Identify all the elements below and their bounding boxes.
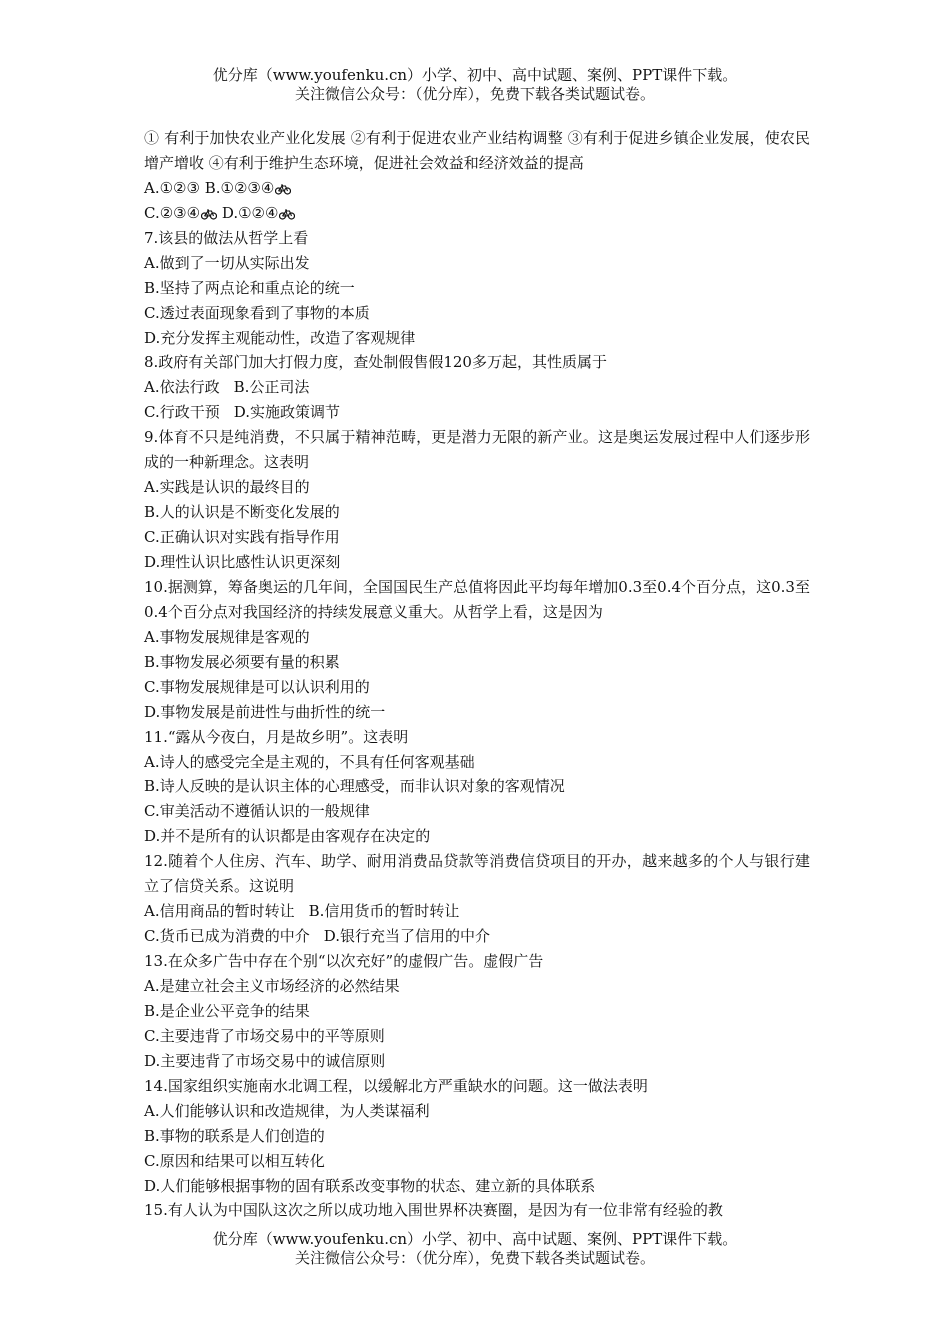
question-9-option-a: A.实践是认识的最终目的	[144, 478, 310, 497]
option-c: C.货币已成为消费的中介	[144, 927, 310, 946]
footer-line-1: 优分库（www.youfenku.cn）小学、初中、高中试题、案例、PPT课件下载。	[212, 1230, 738, 1248]
option-d: D.银行充当了信用的中介	[323, 927, 490, 946]
question-7-option-c: C.透过表面现象看到了事物的本质	[144, 303, 370, 322]
footer-line-2: 关注微信公众号：（优分库），免费下载各类试题试卷。	[294, 1249, 655, 1267]
question-14-option-b: B.事物的联系是人们创造的	[144, 1126, 325, 1145]
question-13-option-c: C.主要违背了市场交易中的平等原则	[144, 1026, 385, 1045]
bicycle-icon	[279, 203, 295, 228]
question-7-stem: 7.该县的做法从哲学上看	[144, 228, 309, 247]
question-8-options-row-1	[144, 375, 810, 400]
question-9-option-d: D.理性认识比感性认识更深刻	[144, 553, 341, 571]
question-11-stem: 11.“露从今夜白，月是故乡明”。这表明	[144, 727, 409, 746]
option-c: C.②③④	[144, 203, 201, 222]
bicycle-icon	[275, 178, 291, 203]
question-10-option-d: D.事物发展是前进性与曲折性的统一	[144, 702, 386, 721]
question-13-option-b: B.是企业公平竞争的结果	[144, 1001, 310, 1020]
question-6-statements: ① 有利于加快农业产业化发展 ②有利于促进农业产业结构调整 ③有利于促进乡镇企业发展，使农民增产增收 ④有利于维护生态环境，促进社会效益和经济效益的提高	[144, 129, 810, 172]
option-c: C.行政干预	[144, 403, 220, 422]
question-7-option-b: B.坚持了两点论和重点论的统一	[144, 278, 355, 297]
question-13-stem: 13.在众多广告中存在个别“以次充好”的虚假广告。虚假广告	[144, 952, 544, 971]
option-a: A.信用商品的暂时转让	[144, 902, 295, 921]
question-12-stem: 12.随着个人住房、汽车、助学、耐用消费品贷款等消费信贷项目的开办，越来越多的个人与银行建立了信贷关系。这说明	[144, 852, 810, 896]
question-7-option-a: A.做到了一切从实际出发	[144, 253, 310, 272]
option-d: D.实施政策调节	[233, 403, 340, 422]
question-14-stem: 14.国家组织实施南水北调工程，以缓解北方严重缺水的问题。这一做法表明	[144, 1076, 648, 1095]
question-15-stem: 15.有人认为中国队这次之所以成功地入围世界杯决赛圈，是因为有一位非常有经验的教	[144, 1201, 723, 1220]
question-9-option-c: C.正确认识对实践有指导作用	[144, 528, 340, 547]
question-9-stem: 9.体育不只是纯消费，不只属于精神范畴，更是潜力无限的新产业。这是奥运发展过程中人们逐步形成的一种新理念。这表明	[144, 428, 810, 472]
question-6-options-row-1	[144, 176, 810, 201]
question-7-option-d: D.充分发挥主观能动性，改造了客观规律	[144, 328, 416, 347]
question-14-option-a: A.人们能够认识和改造规律，为人类谋福利	[144, 1101, 430, 1120]
bicycle-icon	[201, 203, 217, 228]
option-d: D.①②④	[221, 203, 279, 222]
question-14-option-d: D.人们能够根据事物的固有联系改变事物的状态、建立新的具体联系	[144, 1176, 596, 1195]
option-b: B.信用货币的暂时转让	[308, 902, 460, 921]
page-footer	[0, 1230, 950, 1268]
header-line-1: 优分库（www.youfenku.cn）小学、初中、高中试题、案例、PPT课件下载。	[212, 66, 738, 84]
question-8-options-row-2	[144, 400, 810, 425]
question-12-options-row-1	[144, 899, 810, 924]
question-14-option-c: C.原因和结果可以相互转化	[144, 1151, 325, 1170]
option-a: A.①②③	[144, 178, 200, 197]
question-8-stem: 8.政府有关部门加大打假力度，查处制假售假120多万起，其性质属于	[144, 353, 607, 372]
page-header	[0, 66, 950, 104]
question-10-option-b: B.事物发展必须要有量的积累	[144, 652, 340, 671]
option-a: A.依法行政	[144, 378, 220, 397]
header-line-2: 关注微信公众号：（优分库），免费下载各类试题试卷。	[294, 85, 655, 103]
option-b: B.①②③④	[204, 178, 275, 197]
option-b: B.公正司法	[233, 378, 310, 397]
question-11-option-a: A.诗人的感受完全是主观的，不具有任何客观基础	[144, 752, 475, 771]
question-11-option-b: B.诗人反映的是认识主体的心理感受，而非认识对象的客观情况	[144, 777, 565, 796]
question-10-option-c: C.事物发展规律是可以认识利用的	[144, 677, 370, 696]
question-9-option-b: B.人的认识是不断变化发展的	[144, 503, 340, 522]
question-11-option-c: C.审美活动不遵循认识的一般规律	[144, 802, 370, 821]
question-13-option-a: A.是建立社会主义市场经济的必然结果	[144, 977, 400, 995]
question-13-option-d: D.主要违背了市场交易中的诚信原则	[144, 1051, 386, 1070]
question-12-options-row-2	[144, 924, 810, 949]
question-6-options-row-2	[144, 201, 810, 226]
question-11-option-d: D.并不是所有的认识都是由客观存在决定的	[144, 827, 431, 846]
exam-content	[144, 126, 810, 1223]
question-10-option-a: A.事物发展规律是客观的	[144, 627, 310, 646]
question-10-stem: 10.据测算，筹备奥运的几年间，全国国民生产总值将因此平均每年增加0.3至0.4个百分点，这0.3至0.4个百分点对我国经济的持续发展意义重大。从哲学上看，这是因为	[144, 577, 810, 621]
